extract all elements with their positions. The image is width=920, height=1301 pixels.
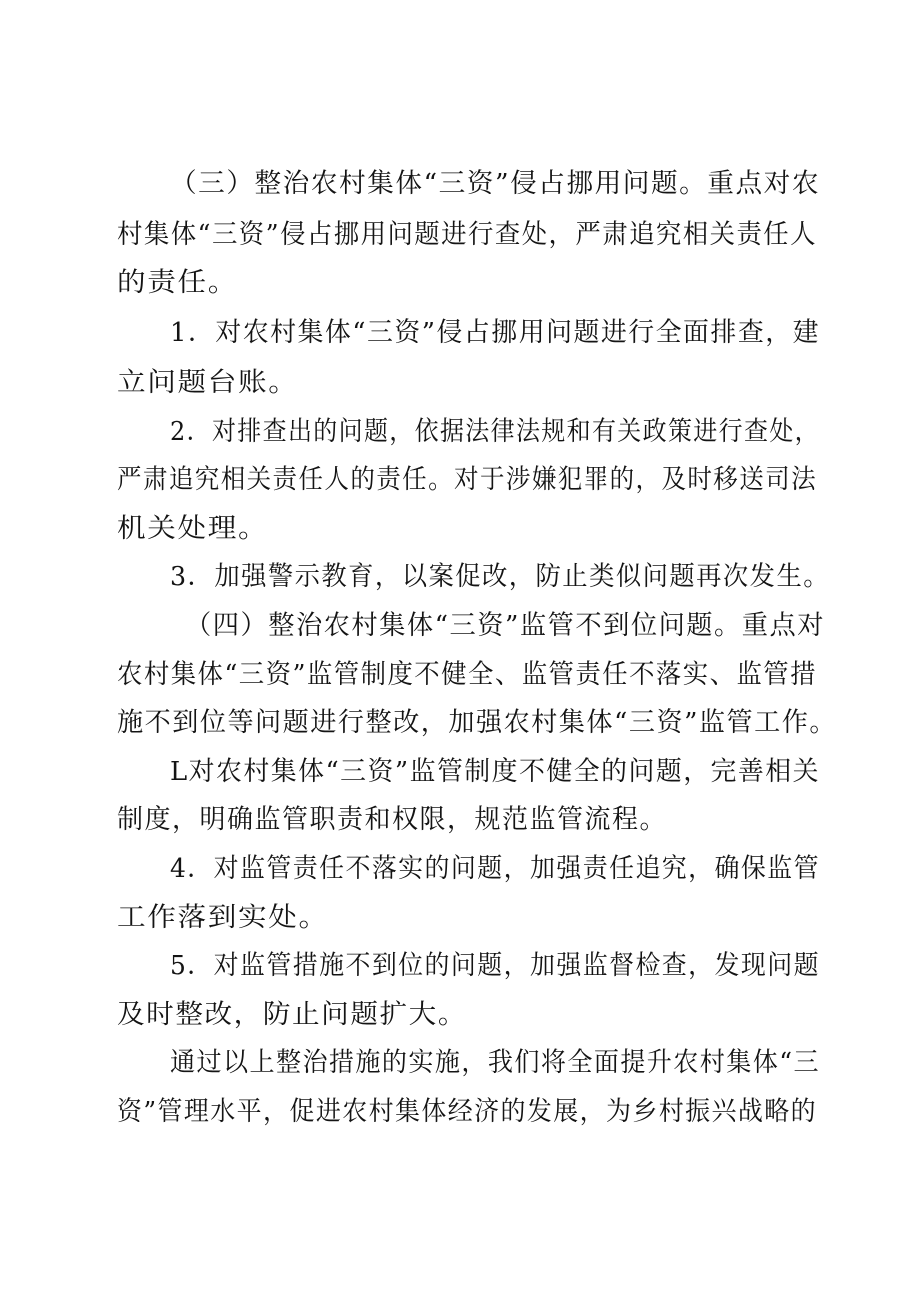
text-line-1: （三）整治农村集体“三资”侵占挪用问题。重点对农 [170, 168, 820, 199]
text-line-3: 的责任。 [117, 267, 238, 298]
text-line-9: 3．加强警示教育，以案促改，防止类似问题再次发生。 [170, 561, 830, 592]
text-line-10: （四）整治农村集体“三资”监管不到位问题。重点对 [185, 610, 825, 641]
text-line-18: 及时整改，防止问题扩大。 [117, 999, 467, 1030]
text-line-19: 通过以上整治措施的实施，我们将全面提升农村集体“三 [170, 1047, 820, 1078]
text-line-11: 农村集体“三资”监管制度不健全、监管责任不落实、监管措 [117, 659, 817, 690]
text-line-5: 立问题台账。 [117, 367, 299, 398]
text-line-13: L对农村集体“三资”监管制度不健全的问题，完善相关 [170, 756, 820, 787]
text-line-20: 资”管理水平，促进农村集体经济的发展，为乡村振兴战略的 [117, 1096, 817, 1127]
text-line-16: 工作落到实处。 [117, 902, 329, 933]
text-line-17: 5．对监管措施不到位的问题，加强监督检查，发现问题 [170, 950, 820, 981]
text-line-12: 施不到位等问题进行整改，加强农村集体“三资”监管工作。 [117, 707, 837, 738]
text-line-14: 制度，明确监管职责和权限，规范监管流程。 [117, 804, 667, 835]
text-line-4: 1．对农村集体“三资”侵占挪用问题进行全面排查，建 [170, 317, 820, 348]
text-line-8: 机关处理。 [117, 513, 269, 544]
text-line-6: 2．对排查出的问题，依据法律法规和有关政策进行查处， [170, 416, 820, 447]
text-line-2: 村集体“三资”侵占挪用问题进行查处，严肃追究相关责任人 [117, 219, 817, 250]
text-line-15: 4．对监管责任不落实的问题，加强责任追究，确保监管 [170, 853, 820, 884]
text-line-7: 严肃追究相关责任人的责任。对于涉嫌犯罪的，及时移送司法 [117, 464, 817, 495]
